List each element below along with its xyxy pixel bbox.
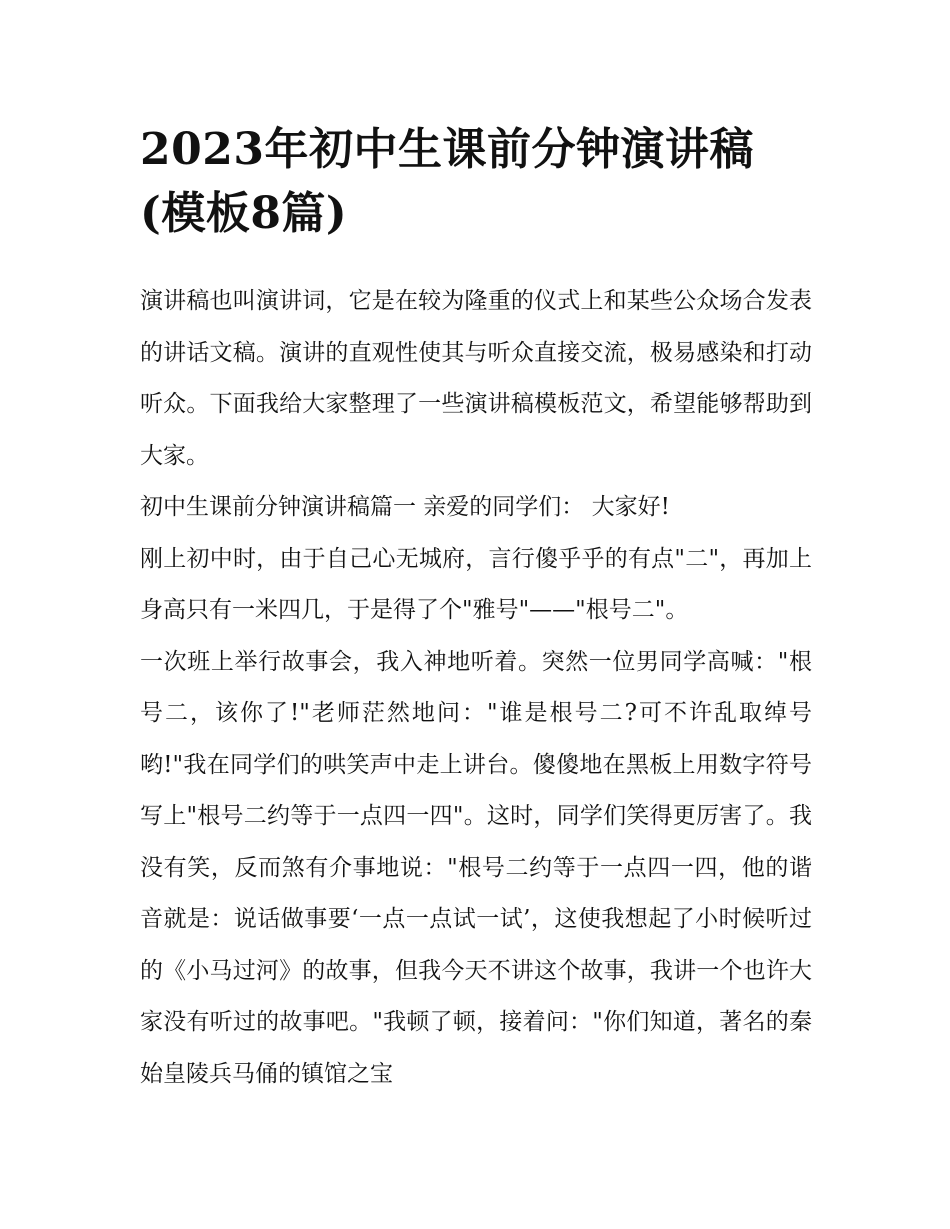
- document-content: [140, 118, 812, 1100]
- body-paragraph: 刚上初中时，由于自己心无城府，言行傻乎乎的有点"二"，再加上身高只有一米四几，于是得了个"雅号"——"根号二"。: [140, 545, 812, 623]
- document-title: 2023年初中生课前分钟演讲稿(模板8篇): [140, 124, 754, 239]
- intro-paragraph: 演讲稿也叫演讲词，它是在较为隆重的仪式上和某些公众场合发表的讲话文稿。演讲的直观性使其与听众直接交流，极易感染和打动听众。下面我给大家整理了一些演讲稿模板范文，希望能够帮助到大家。: [140, 288, 812, 469]
- document-body: [140, 276, 812, 1100]
- body-paragraph: 一次班上举行故事会，我入神地听着。突然一位男同学高喊："根号二，该你了!"老师茫然地问："谁是根号二?可不许乱取绰号哟!"我在同学们的哄笑声中走上讲台。傻傻地在黑板上用数字符号写上"根号二约等于一点四一四"。这时，同学们笑得更厉害了。我没有笑，反而煞有介事地说："根号二约等于一点四一四，他的谐音就是：说话做事要‘一点一点试一试’，这使我想起了小时候听过的《小马过河》的故事，但我今天不讲这个故事，我讲一个也许大家没有听过的故事吧。"我顿了顿，接着问："你们知道，著名的秦始皇陵兵马俑的镇馆之宝: [140, 648, 812, 1087]
- speech-heading-paragraph: 初中生课前分钟演讲稿篇一 亲爱的同学们： 大家好!: [140, 494, 670, 520]
